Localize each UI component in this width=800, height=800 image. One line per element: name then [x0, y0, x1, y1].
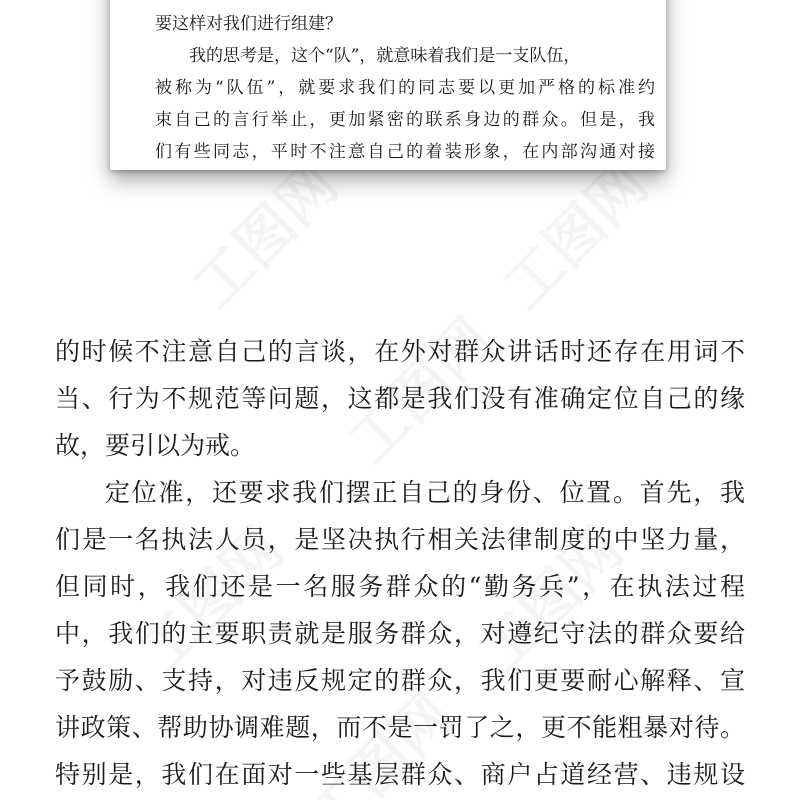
card-line: 束自己的言行举止，更加紧密的联系身边的群众。但是，我 — [155, 110, 655, 130]
text-line: 予鼓励、支持，对违反规定的群众，我们更要耐心解释、宣 — [55, 666, 745, 695]
text-line: 当、行为不规范等问题，这都是我们没有准确定位自己的缘 — [55, 384, 745, 413]
text-line: 但同时，我们还是一名服务群众的“勤务兵”，在执法过程 — [55, 572, 745, 601]
card-line: 被称为“队伍”，就要求我们的同志要以更加严格的标准约 — [155, 78, 655, 98]
body-text — [55, 328, 745, 798]
card-line: 们有些同志，平时不注意自己的着装形象，在内部沟通对接 — [155, 142, 655, 162]
card-line: 我的思考是，这个“队”，就意味着我们是一支队伍， — [189, 46, 581, 66]
card-text — [155, 8, 655, 168]
card-line: 要这样对我们进行组建？ — [155, 14, 342, 34]
text-line: 中，我们的主要职责就是服务群众，对遵纪守法的群众要给 — [55, 619, 745, 648]
text-line: 讲政策、帮助协调难题，而不是一罚了之，更不能粗暴对待。 — [55, 713, 745, 742]
text-line: 故，要引以为戒。 — [55, 431, 256, 460]
text-line: 特别是，我们在面对一些基层群众、商户占道经营、违规设 — [55, 760, 745, 789]
text-line: 们是一名执法人员，是坚决执行相关法律制度的中坚力量， — [55, 525, 745, 554]
text-line: 定位准，还要求我们摆正自己的身份、位置。首先，我 — [105, 478, 745, 507]
text-line: 的时候不注意自己的言谈，在外对群众讲话时还存在用词不 — [55, 337, 745, 366]
